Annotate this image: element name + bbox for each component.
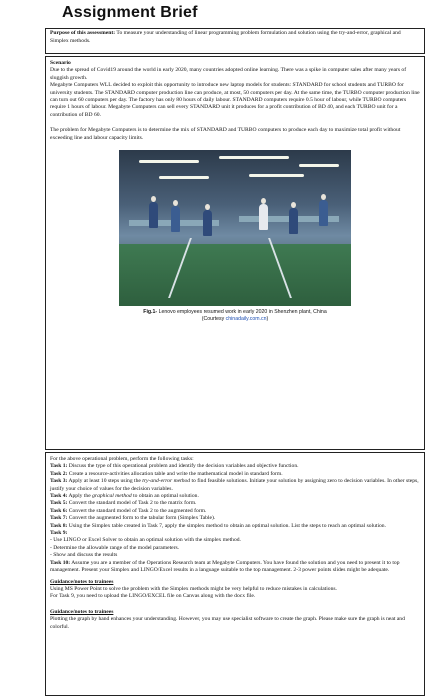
task-label: Task 8: [50,522,68,529]
task-item [50,515,420,522]
guidance-line: Using MS Power Point to solve the problem with the Simplex methods might be very helpful to reduce mistakes in calculations. [50,585,337,592]
guidance-heading: Guidance/notes to trainees [50,578,114,585]
courtesy-suffix: ) [266,316,269,323]
task-text: Convert the standard model of Task 2 to the augmented form. [68,507,207,514]
task-text: Apply at least 10 steps using the try-and-error method to find feasible solutions. Initiate your solution by assigning zero to decision variables. In other steps, justify your choice of values for the decision variables. [50,478,419,492]
scenario-para-2: Megabyte Computers WLL decided to exploit this opportunity to introduce new laptop models for students: STANDARD for school students and TURBO for university students. The STANDARD computer production line can produce, at most, 50 computers per day. At the same time, the TURBO computer production line can turn out 60 computers per day. The factory has only 80 hours of daily labour. STANDARD computers require 0.5 hour of labour, while TURBO computers require 1 hours of labour. Megabyte Computers can sell every STANDARD unit it produces for a profit contribution of BD 40, and each TURBO unit for a contribution of BD 60. [50,82,420,118]
purpose-label: Purpose of this assessment: [50,30,116,36]
task-text: Assume you are a member of the Operations Research team at Megabyte Computers. You have found the solution and you need to present it to top management. Present your Simplex and LINGO/Excel results in a language suitable to the top management. 2-3 power points slides might be adequate. [50,559,400,574]
figure-caption [50,309,420,316]
tasks-box [45,452,425,696]
task9-line: - Show and discuss the results [50,552,118,559]
scenario-para-3: The problem for Megabyte Computers is to determine the mix of STANDARD and TURBO computers to produce each day to maximize total profit without exceeding line and labour capacity limits. [50,127,401,141]
guidance-line: Plotting the graph by hand enhances your understanding. However, you may use specialist software to create the graph. Please make sure the graph is neat and colorful. [50,616,405,630]
task-label: Task 3: [50,478,68,485]
task-text: Using the Simplex table created in Task 7, apply the simplex method to obtain an optimal solution. List the steps to reach an optimal solution. [68,522,386,529]
task-label: Task 2: [50,470,68,477]
task-item [50,560,420,575]
task-text: Convert the standard model of Task 2 to the matrix form. [68,500,197,507]
task-label: Task 5: [50,500,68,507]
guidance-heading: Guidance/notes to trainees [50,608,114,615]
task-label: Task 4: [50,493,68,500]
courtesy-prefix: (Courtesy [201,316,226,323]
factory-photo [119,150,351,306]
task9-line: - Use LINGO or Excel Solver to obtain an optimal solution with the simplex method. [50,537,241,544]
scenario-box [45,56,425,450]
page-title: Assignment Brief [62,4,198,21]
scenario-heading: Scenario [50,60,71,66]
task-item [50,500,420,507]
task-label: Task 6: [50,507,68,514]
figure-courtesy [50,316,420,323]
task-label: Task 1: [50,463,68,470]
guidance-line: For Task 9, you need to upload the LINGO/EXCEL file on Canvas along with the docx file. [50,593,256,600]
task-text: Apply the graphical method to obtain an optimal solution. [68,493,199,500]
tasks-intro: For the above operational problem, perform the following tasks: [50,456,194,462]
figure-caption-label: Fig.1- [143,309,158,316]
task-item [50,530,420,537]
scenario-para-1: Due to the spread of Covid19 around the world in early 2020, many countries adopted online learning. There was a spike in computer sales after many years of sluggish growth. [50,67,407,81]
purpose-text: To measure your understanding of linear programming problem formulation and solution using the try-and-error, graphical and Simplex methods. [50,30,401,44]
task-text: Discuss the type of this operational problem and identify the decision variables and objective function. [68,463,299,470]
figure-caption-text: Lenovo employees resumed work in early 2020 in Shenzhen plant, China [158,309,327,316]
task-item [50,523,420,530]
task-label: Task 10: [50,559,71,566]
task9-line: - Determine the allowable range of the model parameters. [50,544,180,551]
purpose-box [45,28,425,54]
task-text: Convert the augmented form to the tabular form (Simplex Table). [68,515,216,522]
task-label: Task 7: [50,515,68,522]
task-item [50,478,420,493]
courtesy-link[interactable]: chinadaily.com.cn [225,316,267,323]
task-label: Task 9: [50,530,68,537]
task-item [50,463,420,470]
task-text: Create a resource-activities allocation table and write the mathematical model in standard form. [68,470,283,477]
